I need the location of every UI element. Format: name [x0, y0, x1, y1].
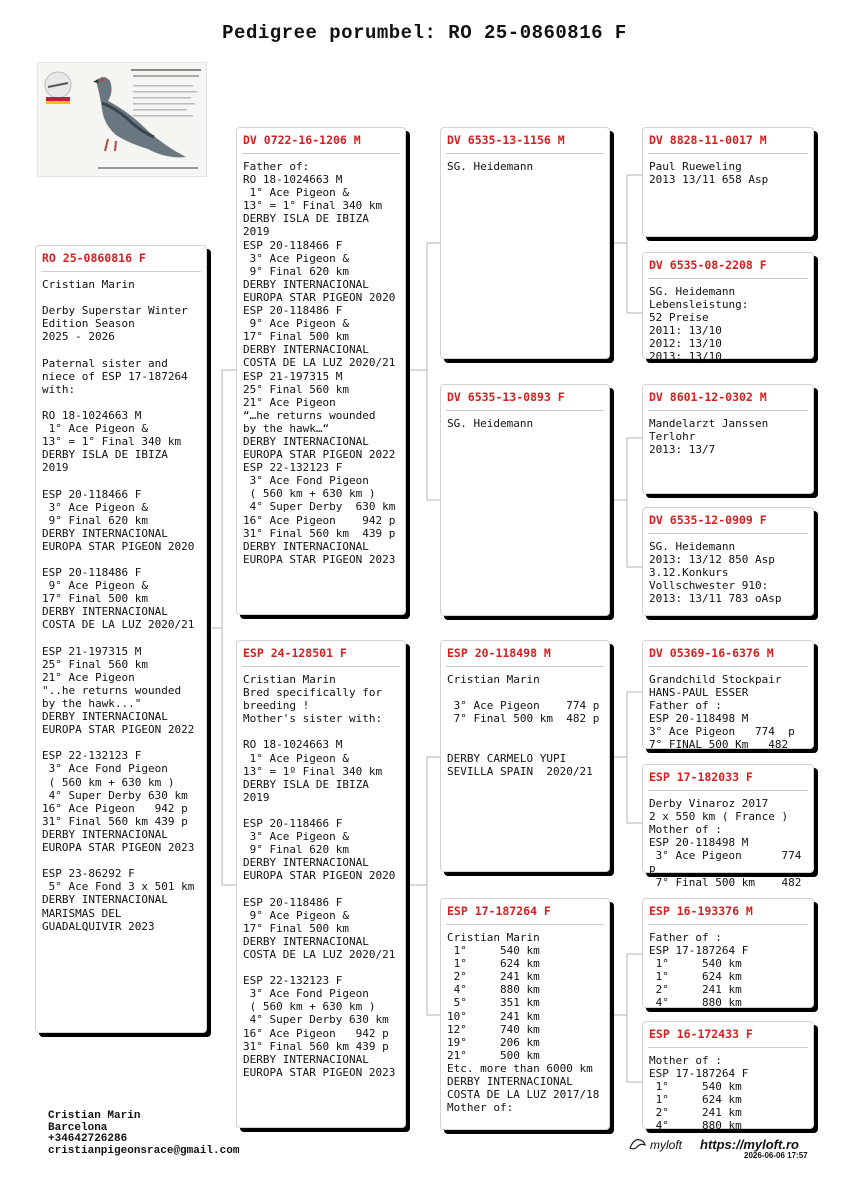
footer-brand: [628, 1136, 808, 1160]
ggd-sdd-details: SG. Heidemann 2013: 13/12 850 Asp 3.12.Konkurs Vollschwester 910: 2013: 13/11 783 oAsp: [649, 540, 782, 606]
owner-city: Barcelona: [48, 1121, 108, 1134]
ggd-ddd-details: Mother of : ESP 17-187264 F 1° 540 km 1° 624 km 2° 241 km 4° 880 km: [649, 1054, 749, 1133]
ggs-dss-card[interactable]: [642, 640, 814, 752]
divider: [446, 924, 604, 925]
grandsire-maternal-ring: ESP 20-118498 M: [447, 646, 551, 660]
grandsire-maternal-details: Cristian Marin 3° Ace Pigeon 774 p 7° Final 500 km 482 p DERBY CARMELO YUPI SEVILLA SPAIN 2020/21: [447, 673, 600, 778]
ggs-sss-ring: DV 8828-11-0017 M: [649, 133, 767, 147]
granddam-paternal-details: SG. Heidemann: [447, 417, 534, 430]
divider: [648, 533, 808, 534]
grandsire-maternal-card[interactable]: [440, 640, 610, 872]
divider: [41, 271, 201, 272]
granddam-maternal-details: Cristian Marin 1° 540 km 1° 624 km 2° 241 km 4° 880 km 5° 351 km 10° 241 km 12° 740 km 19° 206 km 21° 500 km Etc. more than 6000 km DERBY INTERNACIONAL COSTA DE LA LUZ 2017/18 Mother of:: [447, 931, 600, 1115]
dam-details: Cristian Marin Bred specifically for breeding ! Mother's sister with: RO 18-1024663 M 1° Ace Pigeon & 13° = 1º Final 340 km DERBY ISLA DE IBIZA 2019 ESP 20-118466 F 3° Ace Pigeon & 9° Final 620 km DERBY INTERNACIONAL EUROPA STAR PIGEON 2020 ESP 20-118486 F 9° Ace Pigeon & 17° Final 500 km DERBY INTERNACIONAL COSTA DE LA LUZ 2020/21 ESP 22-132123 F 3° Ace Fond Pigeon ( 560 km + 630 km ) 4° Super Derby 630 km 16° Ace Pigeon 942 p 31° Final 560 km 439 p DERBY INTERNACIONAL EUROPA STAR PIGEON 2023: [243, 673, 396, 1079]
divider: [446, 410, 604, 411]
ggd-ssd-details: SG. Heidemann Lebensleistung: 52 Preise 2011: 13/10 2012: 13/10 2013: 13/10: [649, 285, 749, 364]
subject-details: Cristian Marin Derby Superstar Winter Edition Season 2025 - 2026 Paternal sister and niece of ESP 17-187264 with: RO 18-1024663 M 1° Ace Pigeon & 13° = 1° Final 340 km DERBY ISLA DE IBIZA 2019 ESP 20-118466 F 3° Ace Pigeon & 9° Final 620 km DERBY INTERNACIONAL EUROPA STAR PIGEON 2020 ESP 20-118486 F 9° Ace Pigeon & 17° Final 500 km DERBY INTERNACIONAL COSTA DE LA LUZ 2020/21 ESP 21-197315 M 25° Final 560 km 21° Ace Pigeon "..he returns wounded by the hawk..." DERBY INTERNACIONAL EUROPA STAR PIGEON 2022 ESP 22-132123 F 3° Ace Fond Pigeon ( 560 km + 630 km ) 4° Super Derby 630 km 16° Ace Pigeon 942 p 31° Final 560 km 439 p DERBY INTERNACIONAL EUROPA STAR PIGEON 2023 ESP 23-86292 F 5° Ace Fond 3 x 501 km DERBY INTERNACIONAL MARISMAS DEL GUADALQUIVIR 2023: [42, 278, 195, 933]
owner-phone: +34642726286: [48, 1133, 128, 1145]
ggd-sdd-ring: DV 6535-12-0909 F: [649, 513, 767, 527]
sire-ring: DV 0722-16-1206 M: [243, 133, 361, 147]
print-datetime: 2026-06-06 17:57: [744, 1151, 808, 1160]
brand-name: myloft: [650, 1138, 683, 1152]
ggs-dss-details: Grandchild Stockpair HANS-PAUL ESSER Father of : ESP 20-118498 M 3° Ace Pigeon 774 p 7° FINAL 500 Km 482: [649, 673, 795, 752]
subject-ring: RO 25-0860816 F: [42, 251, 146, 265]
ggs-dds-details: Father of : ESP 17-187264 F 1° 540 km 1° 624 km 2° 241 km 4° 880 km: [649, 931, 749, 1010]
ggs-sds-details: Mandelarzt Janssen Terlohr 2013: 13/7: [649, 417, 769, 457]
ggd-ssd-card[interactable]: [642, 252, 814, 364]
dam-card[interactable]: [236, 640, 406, 1128]
divider: [446, 153, 604, 154]
ggs-dds-card[interactable]: [642, 898, 814, 1008]
granddam-paternal-ring: DV 6535-13-0893 F: [447, 390, 565, 404]
ggs-dss-ring: DV 05369-16-6376 M: [649, 646, 774, 660]
ggd-dsd-ring: ESP 17-182033 F: [649, 770, 753, 784]
ggd-ddd-card[interactable]: [642, 1021, 814, 1133]
divider: [648, 666, 808, 667]
ggd-ddd-ring: ESP 16-172433 F: [649, 1027, 753, 1041]
grandsire-paternal-details: SG. Heidemann: [447, 160, 534, 173]
ggs-sss-card[interactable]: [642, 127, 814, 237]
divider: [446, 666, 604, 667]
subject-card[interactable]: [35, 245, 207, 1033]
divider: [648, 1047, 808, 1048]
ggs-sds-card[interactable]: [642, 384, 814, 494]
dam-ring: ESP 24-128501 F: [243, 646, 347, 660]
ggd-dsd-card[interactable]: [642, 764, 814, 889]
brand-url[interactable]: https://myloft.ro: [700, 1137, 799, 1152]
owner-name: Cristian Marin: [48, 1110, 141, 1122]
divider: [648, 790, 808, 791]
granddam-maternal-ring: ESP 17-187264 F: [447, 904, 551, 918]
sire-card[interactable]: [236, 127, 406, 615]
divider: [242, 153, 400, 154]
ggs-sss-details: Paul Rueweling 2013 13/11 658 Asp: [649, 160, 769, 187]
sire-details: Father of: RO 18-1024663 M 1° Ace Pigeon & 13° = 1° Final 340 km DERBY ISLA DE IBIZA 2019 ESP 20-118466 F 3° Ace Pigeon & 9° Final 620 km DERBY INTERNACIONAL EUROPA STAR PIGEON 2020 ESP 20-118486 F 9° Ace Pigeon & 17° Final 500 km DERBY INTERNACIONAL COSTA DE LA LUZ 2020/21 ESP 21-197315 M 25° Final 560 km 21° Ace Pigeon “…he returns wounded by the hawk…“ DERBY INTERNACIONAL EUROPA STAR PIGEON 2022 ESP 22-132123 F 3° Ace Fond Pigeon ( 560 km + 630 km ) 4° Super Derby 630 km 16° Ace Pigeon 942 p 31° Final 560 km 439 p DERBY INTERNACIONAL EUROPA STAR PIGEON 2023: [243, 160, 396, 566]
granddam-maternal-card[interactable]: [440, 898, 610, 1130]
ggs-dds-ring: ESP 16-193376 M: [649, 904, 753, 918]
pigeon-logo-icon: [628, 1136, 646, 1152]
grandsire-paternal-card[interactable]: [440, 127, 610, 359]
ggs-sds-ring: DV 8601-12-0302 M: [649, 390, 767, 404]
divider: [648, 410, 808, 411]
owner-contact: [48, 1111, 239, 1157]
page-title: Pedigree porumbel: RO 25-0860816 F: [222, 22, 627, 44]
divider: [648, 153, 808, 154]
divider: [242, 666, 400, 667]
divider: [648, 278, 808, 279]
ggd-dsd-details: Derby Vinaroz 2017 2 x 550 km ( France ) Mother of : ESP 20-118498 M 3° Ace Pigeon 774 p 7° Final 500 km 482: [649, 797, 802, 889]
granddam-paternal-card[interactable]: [440, 384, 610, 616]
ggd-sdd-card[interactable]: [642, 507, 814, 616]
ggd-ssd-ring: DV 6535-08-2208 F: [649, 258, 767, 272]
divider: [648, 924, 808, 925]
owner-email[interactable]: cristianpigeonsrace@gmail.com: [48, 1144, 240, 1157]
grandsire-paternal-ring: DV 6535-13-1156 M: [447, 133, 565, 147]
